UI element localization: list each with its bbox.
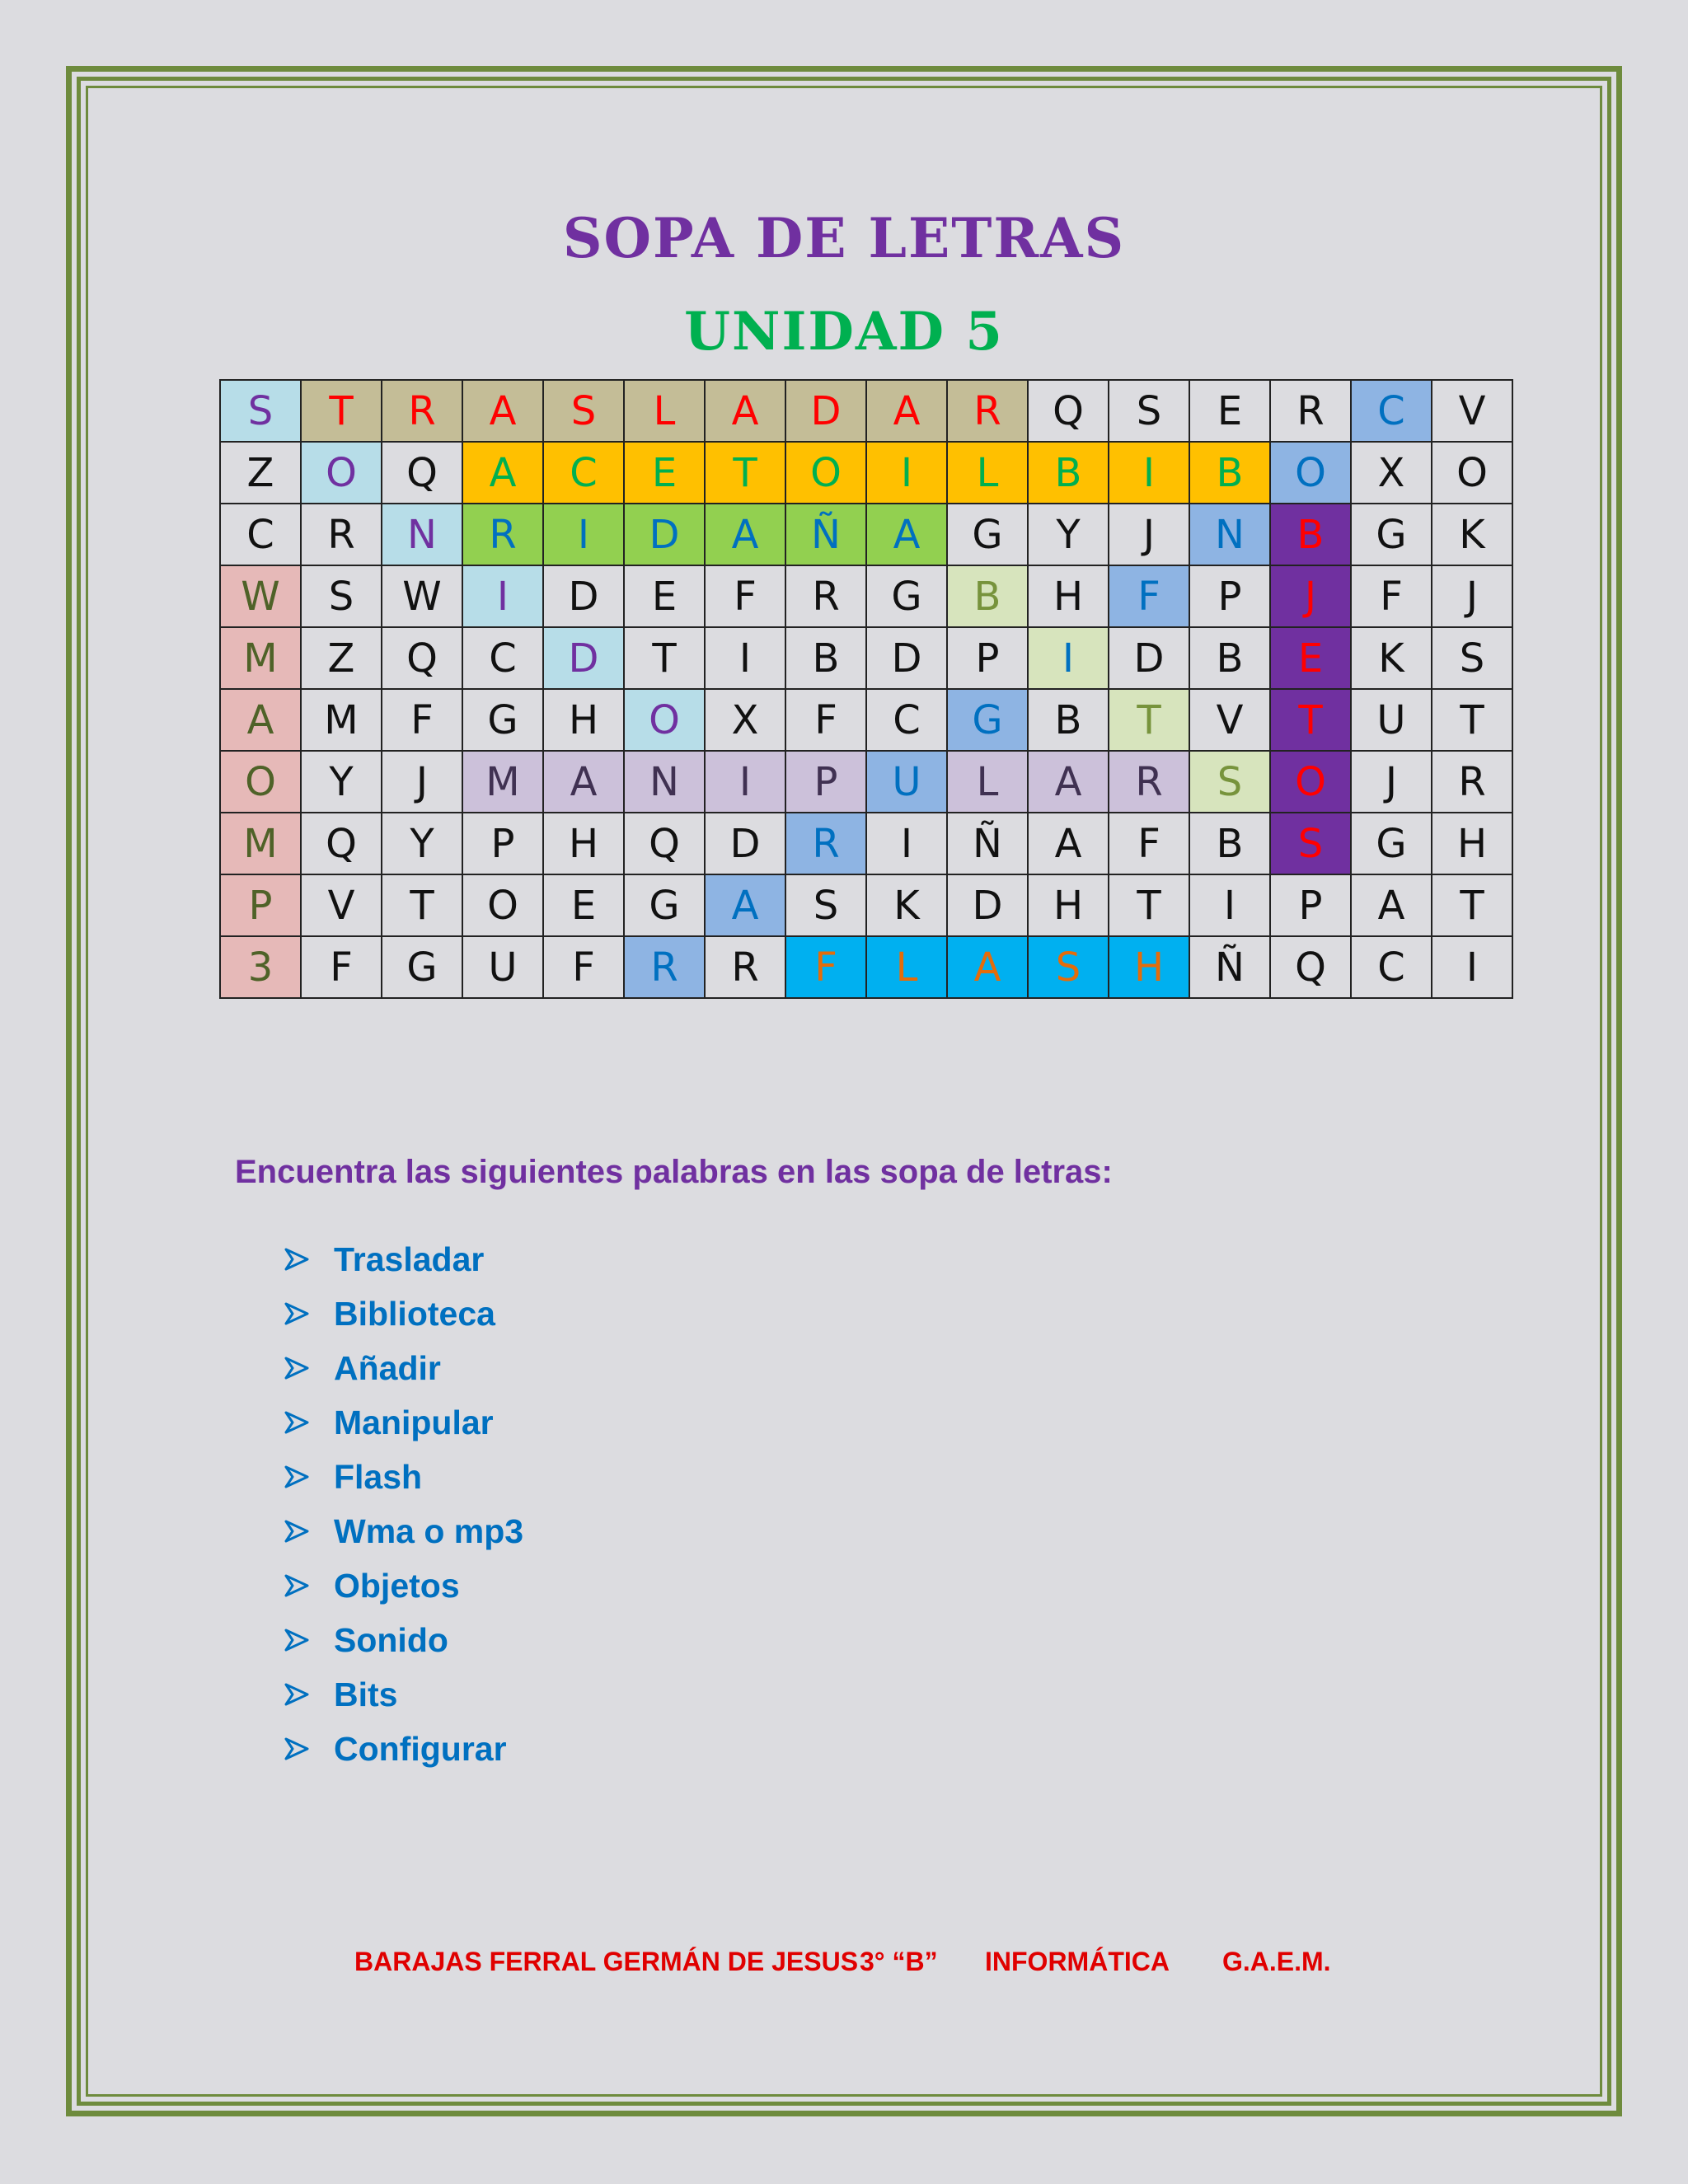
- grid-cell: F: [543, 936, 624, 998]
- grid-cell: T: [1432, 689, 1512, 751]
- grid-cell: N: [1189, 504, 1270, 565]
- grid-cell: F: [1351, 565, 1432, 627]
- grid-cell: A: [543, 751, 624, 813]
- word-label: Trasladar: [334, 1240, 485, 1278]
- grid-cell: D: [866, 627, 947, 689]
- grid-cell: S: [1270, 813, 1351, 874]
- grid-cell: B: [1028, 442, 1109, 504]
- grid-cell: Y: [301, 751, 382, 813]
- grid-cell: L: [947, 442, 1028, 504]
- grid-cell: T: [382, 874, 462, 936]
- grid-cell: D: [543, 565, 624, 627]
- grid-cell: I: [543, 504, 624, 565]
- grid-cell: A: [1028, 751, 1109, 813]
- grid-cell: X: [705, 689, 785, 751]
- grid-cell: 3: [220, 936, 301, 998]
- grid-cell: B: [1189, 627, 1270, 689]
- grid-cell: Y: [382, 813, 462, 874]
- grid-cell: H: [1432, 813, 1512, 874]
- grid-cell: Q: [624, 813, 705, 874]
- grid-cell: D: [624, 504, 705, 565]
- grid-cell: H: [543, 689, 624, 751]
- grid-cell: P: [220, 874, 301, 936]
- grid-row: [220, 874, 1512, 936]
- grid-cell: F: [382, 689, 462, 751]
- grid-cell: B: [947, 565, 1028, 627]
- word-label: Bits: [334, 1675, 398, 1713]
- word-label: Añadir: [334, 1348, 441, 1387]
- grid-cell: S: [301, 565, 382, 627]
- grid-cell: I: [1109, 442, 1189, 504]
- grid-cell: G: [1351, 504, 1432, 565]
- grid-cell: G: [947, 689, 1028, 751]
- grid-cell: T: [301, 380, 382, 442]
- grid-cell: T: [624, 627, 705, 689]
- grid-cell: B: [785, 627, 866, 689]
- grid-cell: E: [1189, 380, 1270, 442]
- grid-cell: D: [1109, 627, 1189, 689]
- grid-cell: G: [866, 565, 947, 627]
- footer-subject: INFORMÁTICA: [985, 1947, 1170, 1976]
- grid-cell: M: [220, 813, 301, 874]
- grid-cell: W: [382, 565, 462, 627]
- grid-cell: R: [947, 380, 1028, 442]
- grid-cell: S: [543, 380, 624, 442]
- grid-cell: A: [1028, 813, 1109, 874]
- grid-cell: A: [462, 380, 543, 442]
- grid-cell: L: [947, 751, 1028, 813]
- grid-cell: D: [705, 813, 785, 874]
- grid-cell: M: [301, 689, 382, 751]
- word-label: Configurar: [334, 1729, 507, 1768]
- grid-cell: L: [624, 380, 705, 442]
- list-item: [284, 1504, 523, 1558]
- grid-cell: G: [947, 504, 1028, 565]
- grid-cell: R: [382, 380, 462, 442]
- grid-row: [220, 751, 1512, 813]
- grid-cell: I: [1028, 627, 1109, 689]
- grid-cell: E: [624, 565, 705, 627]
- grid-cell: R: [1270, 380, 1351, 442]
- grid-cell: B: [1028, 689, 1109, 751]
- list-item: [284, 1286, 523, 1341]
- grid-cell: F: [301, 936, 382, 998]
- list-item: [284, 1722, 523, 1776]
- word-search-grid: [219, 379, 1513, 999]
- grid-cell: Q: [1028, 380, 1109, 442]
- grid-cell: U: [1351, 689, 1432, 751]
- grid-cell: V: [301, 874, 382, 936]
- arrow-bullet-icon: [284, 1465, 309, 1489]
- grid-cell: K: [866, 874, 947, 936]
- list-item: [284, 1613, 523, 1667]
- word-label: Manipular: [334, 1403, 494, 1441]
- footer-school: G.A.E.M.: [1222, 1947, 1331, 1976]
- footer-student-name: BARAJAS FERRAL GERMÁN DE JESUS: [354, 1947, 859, 1976]
- grid-cell: M: [220, 627, 301, 689]
- grid-cell: F: [1109, 813, 1189, 874]
- grid-cell: S: [220, 380, 301, 442]
- grid-cell: C: [1351, 936, 1432, 998]
- grid-cell: I: [705, 751, 785, 813]
- grid-cell: P: [785, 751, 866, 813]
- grid-cell: L: [866, 936, 947, 998]
- grid-cell: I: [462, 565, 543, 627]
- grid-cell: Ñ: [947, 813, 1028, 874]
- list-item: [284, 1558, 523, 1613]
- grid-cell: H: [1109, 936, 1189, 998]
- grid-cell: G: [462, 689, 543, 751]
- grid-row: [220, 936, 1512, 998]
- grid-cell: D: [947, 874, 1028, 936]
- grid-cell: T: [705, 442, 785, 504]
- grid-cell: E: [1270, 627, 1351, 689]
- grid-cell: A: [705, 380, 785, 442]
- grid-cell: J: [382, 751, 462, 813]
- grid-cell: S: [1109, 380, 1189, 442]
- arrow-bullet-icon: [284, 1247, 309, 1272]
- grid-cell: S: [1189, 751, 1270, 813]
- grid-cell: U: [462, 936, 543, 998]
- list-item: [284, 1450, 523, 1504]
- grid-cell: R: [462, 504, 543, 565]
- arrow-bullet-icon: [284, 1301, 309, 1326]
- word-label: Sonido: [334, 1620, 448, 1659]
- grid-cell: C: [220, 504, 301, 565]
- grid-cell: V: [1189, 689, 1270, 751]
- grid-cell: Q: [1270, 936, 1351, 998]
- grid-cell: B: [1189, 813, 1270, 874]
- grid-cell: G: [382, 936, 462, 998]
- grid-cell: A: [220, 689, 301, 751]
- grid-cell: A: [705, 874, 785, 936]
- grid-cell: I: [866, 813, 947, 874]
- grid-cell: C: [1351, 380, 1432, 442]
- grid-cell: J: [1351, 751, 1432, 813]
- grid-cell: S: [1028, 936, 1109, 998]
- arrow-bullet-icon: [284, 1410, 309, 1435]
- grid-cell: R: [785, 813, 866, 874]
- list-item: [284, 1395, 523, 1450]
- grid-cell: H: [543, 813, 624, 874]
- grid-cell: G: [624, 874, 705, 936]
- grid-cell: W: [220, 565, 301, 627]
- grid-cell: A: [1351, 874, 1432, 936]
- grid-cell: K: [1432, 504, 1512, 565]
- grid-row: [220, 627, 1512, 689]
- list-item: [284, 1667, 523, 1722]
- arrow-bullet-icon: [284, 1628, 309, 1652]
- grid-cell: P: [462, 813, 543, 874]
- grid-cell: H: [1028, 565, 1109, 627]
- grid-cell: F: [785, 936, 866, 998]
- grid-cell: I: [866, 442, 947, 504]
- page-subtitle: UNIDAD 5: [684, 301, 1004, 363]
- grid-cell: J: [1270, 565, 1351, 627]
- grid-cell: M: [462, 751, 543, 813]
- arrow-bullet-icon: [284, 1573, 309, 1598]
- word-label: Objetos: [334, 1566, 460, 1605]
- grid-cell: T: [1270, 689, 1351, 751]
- grid-cell: J: [1432, 565, 1512, 627]
- instruction-text: Encuentra las siguientes palabras en las sopa de letras:: [235, 1154, 1113, 1190]
- grid-cell: C: [543, 442, 624, 504]
- grid-cell: R: [1432, 751, 1512, 813]
- word-list: [284, 1232, 523, 1776]
- grid-cell: T: [1109, 689, 1189, 751]
- grid-cell: I: [1189, 874, 1270, 936]
- grid-cell: J: [1109, 504, 1189, 565]
- grid-cell: K: [1351, 627, 1432, 689]
- grid-cell: T: [1109, 874, 1189, 936]
- grid-cell: N: [624, 751, 705, 813]
- grid-cell: C: [866, 689, 947, 751]
- grid-cell: B: [1189, 442, 1270, 504]
- grid-cell: E: [543, 874, 624, 936]
- grid-cell: H: [1028, 874, 1109, 936]
- grid-row: [220, 504, 1512, 565]
- grid-cell: R: [705, 936, 785, 998]
- grid-row: [220, 380, 1512, 442]
- grid-cell: C: [462, 627, 543, 689]
- grid-cell: A: [462, 442, 543, 504]
- grid-cell: O: [462, 874, 543, 936]
- word-label: Flash: [334, 1457, 423, 1496]
- grid-cell: Q: [382, 627, 462, 689]
- grid-cell: Q: [301, 813, 382, 874]
- grid-cell: S: [1432, 627, 1512, 689]
- grid-cell: T: [1432, 874, 1512, 936]
- word-label: Wma o mp3: [334, 1511, 524, 1550]
- grid-cell: Z: [220, 442, 301, 504]
- word-label: Biblioteca: [334, 1294, 495, 1333]
- grid-cell: Y: [1028, 504, 1109, 565]
- grid-cell: Ñ: [1189, 936, 1270, 998]
- list-item: [284, 1341, 523, 1395]
- grid-row: [220, 442, 1512, 504]
- grid-cell: O: [785, 442, 866, 504]
- grid-cell: A: [705, 504, 785, 565]
- grid-cell: Ñ: [785, 504, 866, 565]
- grid-cell: V: [1432, 380, 1512, 442]
- arrow-bullet-icon: [284, 1356, 309, 1380]
- grid-cell: O: [1270, 442, 1351, 504]
- grid-cell: X: [1351, 442, 1432, 504]
- grid-cell: B: [1270, 504, 1351, 565]
- grid-cell: A: [866, 380, 947, 442]
- grid-cell: P: [947, 627, 1028, 689]
- grid-cell: P: [1189, 565, 1270, 627]
- grid-cell: Z: [301, 627, 382, 689]
- grid-cell: F: [705, 565, 785, 627]
- grid-cell: D: [785, 380, 866, 442]
- grid-cell: O: [1432, 442, 1512, 504]
- grid-cell: E: [624, 442, 705, 504]
- arrow-bullet-icon: [284, 1736, 309, 1761]
- grid-cell: O: [301, 442, 382, 504]
- grid-cell: F: [785, 689, 866, 751]
- grid-row: [220, 689, 1512, 751]
- grid-cell: U: [866, 751, 947, 813]
- grid-cell: G: [1351, 813, 1432, 874]
- footer-group: 3° “B”: [860, 1947, 938, 1976]
- grid-cell: Q: [382, 442, 462, 504]
- grid-cell: R: [624, 936, 705, 998]
- grid-cell: I: [1432, 936, 1512, 998]
- page-title: SOPA DE LETRAS: [562, 206, 1126, 270]
- grid-cell: R: [1109, 751, 1189, 813]
- arrow-bullet-icon: [284, 1519, 309, 1544]
- grid-row: [220, 565, 1512, 627]
- grid-cell: R: [301, 504, 382, 565]
- grid-row: [220, 813, 1512, 874]
- grid-cell: D: [543, 627, 624, 689]
- grid-cell: A: [866, 504, 947, 565]
- grid-cell: R: [785, 565, 866, 627]
- grid-cell: O: [624, 689, 705, 751]
- grid-cell: N: [382, 504, 462, 565]
- grid-cell: F: [1109, 565, 1189, 627]
- grid-cell: A: [947, 936, 1028, 998]
- grid-cell: I: [705, 627, 785, 689]
- grid-cell: O: [220, 751, 301, 813]
- list-item: [284, 1232, 523, 1286]
- grid-cell: P: [1270, 874, 1351, 936]
- arrow-bullet-icon: [284, 1682, 309, 1707]
- grid-cell: O: [1270, 751, 1351, 813]
- grid-cell: S: [785, 874, 866, 936]
